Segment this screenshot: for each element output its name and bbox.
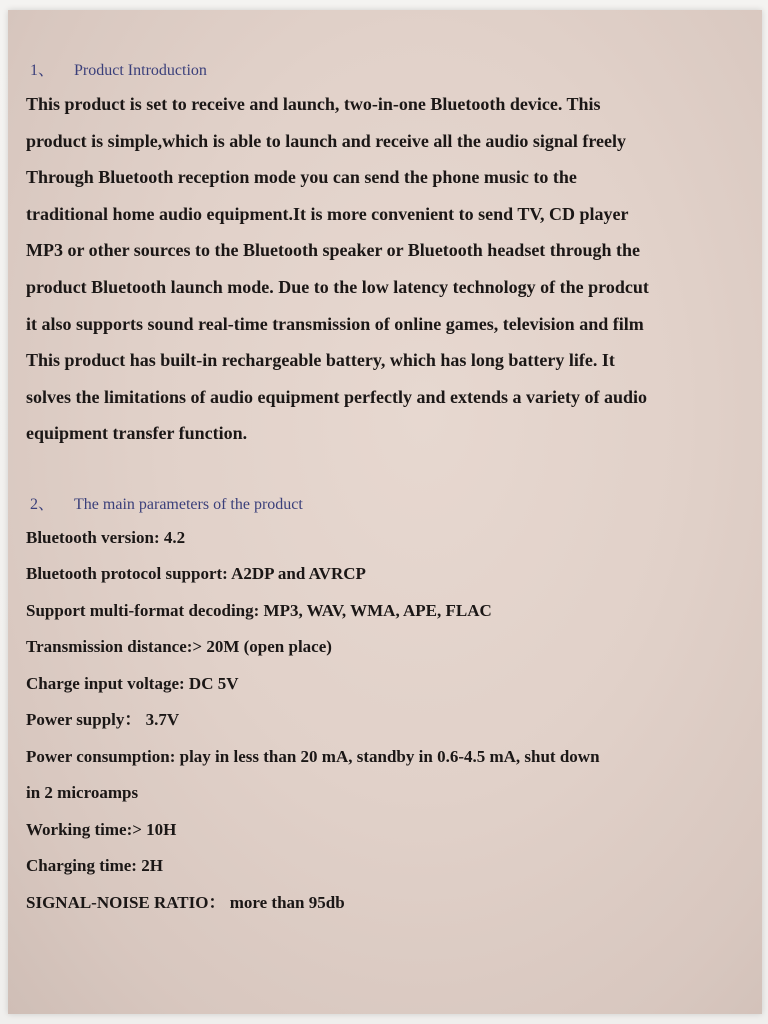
parameter-line: SIGNAL-NOISE RATIO： more than 95db bbox=[26, 892, 345, 912]
parameter-line: Power supply： 3.7V bbox=[26, 710, 180, 730]
paragraph-line: solves the limitations of audio equipment perfectly and extends a variety of audio bbox=[26, 386, 647, 407]
paragraph-line: This product has built-in rechargeable battery, which has long battery life. It bbox=[26, 350, 615, 371]
document-content bbox=[26, 56, 746, 921]
paragraph-line: This product is set to receive and launch, two-in-one Bluetooth device. This bbox=[26, 94, 601, 114]
paragraph-line: Through Bluetooth reception mode you can send the phone music to the bbox=[26, 167, 577, 188]
section-gap bbox=[26, 452, 746, 490]
parameter-line: Bluetooth version: 4.2 bbox=[26, 527, 186, 547]
parameters-list bbox=[26, 520, 746, 922]
paragraph-line: traditional home audio equipment.It is more convenient to send TV, CD player bbox=[26, 203, 629, 224]
parameter-line: Charging time: 2H bbox=[26, 856, 163, 876]
paragraph-line: MP3 or other sources to the Bluetooth speaker or Bluetooth headset through the bbox=[26, 240, 640, 261]
paragraph-line: product Bluetooth launch mode. Due to the low latency technology of the prodcut bbox=[26, 276, 649, 297]
section-number: 2、 bbox=[30, 495, 55, 513]
parameter-line: Working time:> 10H bbox=[26, 819, 177, 839]
paragraph-line: equipment transfer function. bbox=[26, 423, 248, 444]
section-title: The main parameters of the product bbox=[74, 495, 303, 513]
parameter-line: Power consumption: play in less than 20 mA, standby in 0.6-4.5 mA, shut down bbox=[26, 746, 600, 766]
parameter-line: in 2 microamps bbox=[26, 783, 139, 803]
section-title: Product Introduction bbox=[74, 62, 207, 79]
paragraph-line: it also supports sound real-time transmission of online games, television and film bbox=[26, 313, 644, 334]
section-number: 1、 bbox=[30, 62, 55, 79]
parameter-line: Bluetooth protocol support: A2DP and AVRCP bbox=[26, 564, 366, 584]
section-heading-product-introduction bbox=[30, 56, 746, 86]
section-heading-main-parameters bbox=[30, 490, 746, 520]
parameter-line: Charge input voltage: DC 5V bbox=[26, 673, 239, 693]
intro-paragraph bbox=[26, 86, 746, 452]
parameter-line: Support multi-format decoding: MP3, WAV, WMA, APE, FLAC bbox=[26, 600, 492, 620]
paragraph-line: product is simple,which is able to launch and receive all the audio signal freely bbox=[26, 130, 627, 151]
parameter-line: Transmission distance:> 20M (open place) bbox=[26, 637, 332, 657]
